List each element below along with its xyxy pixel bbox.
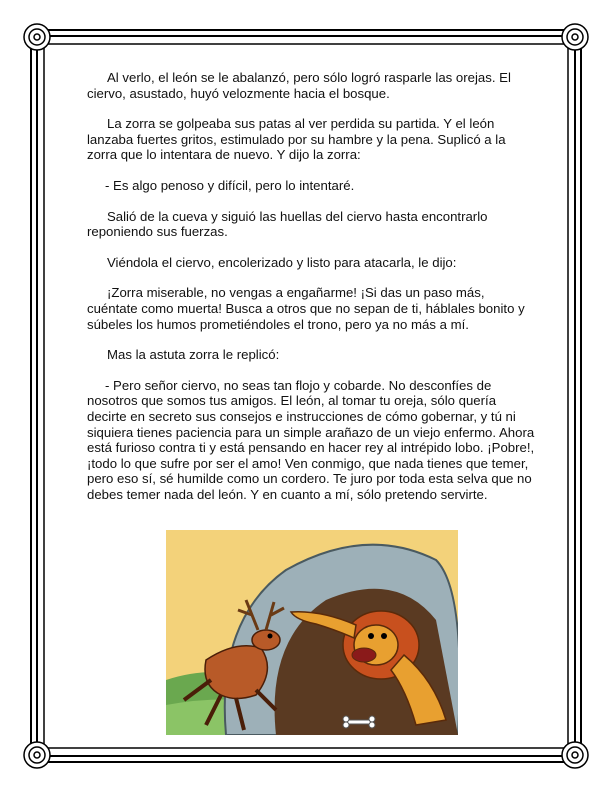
corner-ornament-top-left bbox=[24, 24, 50, 50]
paragraph-5: Viéndola el ciervo, encolerizado y listo para atacarla, le dijo: bbox=[107, 254, 457, 270]
lion-deer-illustration bbox=[166, 530, 458, 735]
paragraph-3: - Es algo penoso y difícil, pero lo intentaré. bbox=[105, 177, 355, 193]
paragraph-1: Al verlo, el león se le abalanzó, pero sólo logró rasparle las orejas. El ciervo, asustado, huyó velozmente hacia el bosque. bbox=[87, 70, 511, 101]
paragraph-4: Salió de la cueva y siguió las huellas del ciervo hasta encontrarlo reponiendo sus fuerzas. bbox=[87, 208, 488, 240]
corner-ornament-top-right bbox=[562, 24, 588, 50]
paragraph-8: - Pero señor ciervo, no seas tan flojo y cobarde. No desconfíes de nosotros que somos tus amigos. El león, al tomar tu oreja, sólo quería decirte en secreto sus consejos e instrucciones de cómo gobernar, y tú ni siquiera tienes paciencia para un simple arañazo de un viejo enfermo. Ahora está furioso contra ti y está pensando en hacer rey al intrépido lobo. ¡Pobre!, ¡todo lo que sufre por ser el amo! Ven conmigo, que nada tienes que temer, pero eso sí, sé humilde como un cordero. Te juro por toda esta selva que no debes temer nada del león. Y en cuanto a mí, sólo pretendo servirte. bbox=[87, 377, 535, 502]
paragraph-6: ¡Zorra miserable, no vengas a engañarme! ¡Si das un paso más, cuéntate como muerta! Busca a otros que no sepan de ti, háblales bonito y súbeles los humos prometiéndoles el trono, pero ya no más a mí. bbox=[87, 285, 525, 332]
story-text bbox=[87, 70, 537, 517]
paragraph-2: La zorra se golpeaba sus patas al ver perdida su partida. Y el león lanzaba fuertes gritos, estimulado por su hambre y la pena. Suplicó a la zorra que lo intentara de nuevo. Y dijo la zorra: bbox=[87, 116, 506, 163]
corner-ornament-bottom-left bbox=[24, 742, 50, 768]
paragraph-7: Mas la astuta zorra le replicó: bbox=[107, 347, 280, 363]
corner-ornament-bottom-right bbox=[562, 742, 588, 768]
